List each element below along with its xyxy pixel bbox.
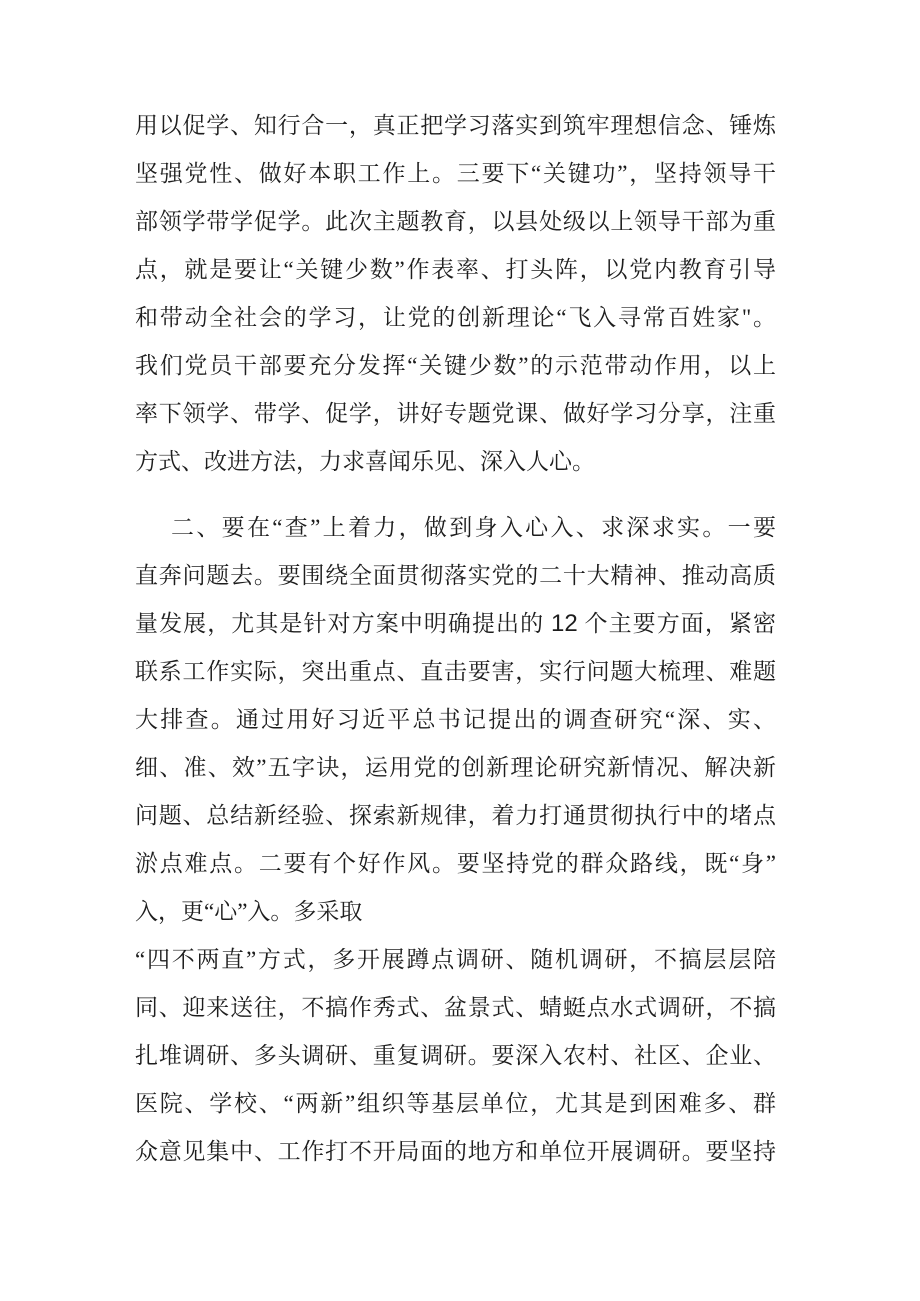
text-line: 众意见集中、工作打不开局面的地方和单位开展调研。要坚持 [135, 1139, 776, 1164]
text-line: 部领学带学促学。此次主题教育，以县处级以上领导干部为重 [135, 209, 776, 234]
paragraph [135, 102, 776, 486]
text-line: “四不两直”方式，多开展蹲点调研、随机调研，不搞层层陪 [135, 947, 776, 972]
document-content [135, 102, 776, 1176]
text-line: 量发展，尤其是针对方案中明确提出的 12 个主要方面，紧密 [135, 610, 777, 637]
text-line: 直奔问题去。要围绕全面贯彻落实党的二十大精神、推动高质 [135, 563, 776, 588]
arabic-numeral: 12 [551, 610, 578, 637]
text-line: 和带动全社会的学习，让党的创新理论“飞入寻常百姓家"。 [135, 305, 776, 330]
text-line: 方式、改进方法，力求喜闻乐见、深入人心。 [135, 449, 595, 474]
paragraph [135, 504, 776, 1176]
text-line: 我们党员干部要充分发挥“关键少数”的示范带动作用，以上 [135, 353, 776, 378]
text-line: 医院、学校、“两新”组织等基层单位，尤其是到困难多、群 [135, 1091, 776, 1116]
text-line: 二、要在“查”上着力，做到身入心入、求深求实。一要 [171, 515, 776, 540]
text-line: 坚强党性、做好本职工作上。三要下“关键功”，坚持领导干 [135, 161, 776, 186]
text-line: 问题、总结新经验、探索新规律，着力打通贯彻执行中的堵点 [135, 803, 776, 828]
text-line: 淤点难点。二要有个好作风。要坚持党的群众路线，既“身” [135, 851, 776, 876]
text-line: 扎堆调研、多头调研、重复调研。要深入农村、社区、企业、 [135, 1043, 776, 1068]
text-line: 大排查。通过用好习近平总书记提出的调查研究“深、实、 [135, 707, 776, 732]
text-line: 用以促学、知行合一，真正把学习落实到筑牢理想信念、锤炼 [135, 113, 776, 138]
text-line: 细、准、效”五字诀，运用党的创新理论研究新情况、解决新 [135, 755, 776, 780]
text-line: 联系工作实际，突出重点、直击要害，实行问题大梳理、难题 [135, 659, 776, 684]
text-line: 点，就是要让“关键少数”作表率、打头阵，以党内教育引导 [135, 257, 776, 282]
text-line: 入，更“心”入。多采取 [135, 899, 363, 924]
text-line: 率下领学、带学、促学，讲好专题党课、做好学习分享，注重 [135, 401, 776, 426]
text-line: 同、迎来送往，不搞作秀式、盆景式、蜻蜓点水式调研，不搞 [135, 995, 776, 1020]
